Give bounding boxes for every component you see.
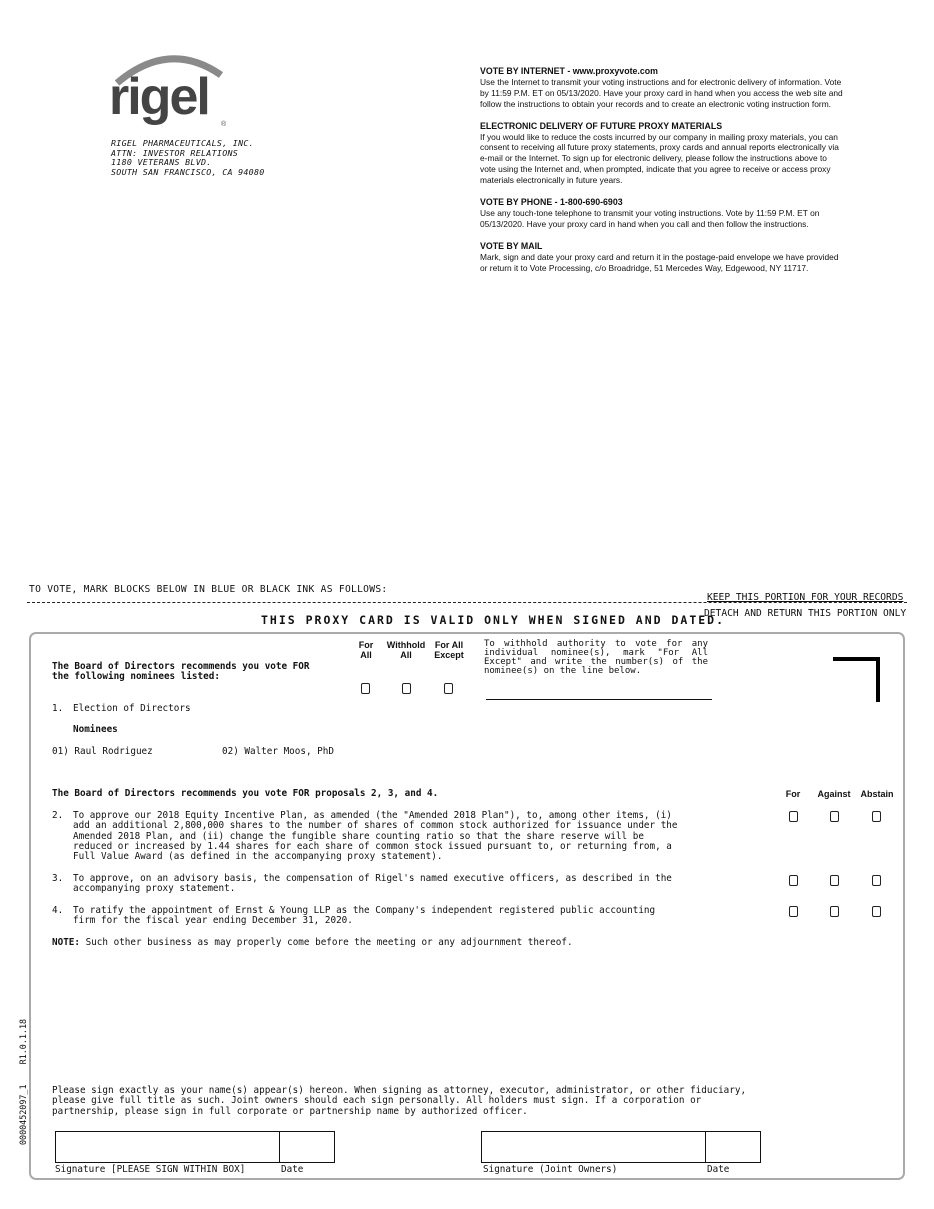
joint-signature-box[interactable] [481, 1131, 706, 1163]
header-against: Against [817, 789, 851, 799]
election-title: Election of Directors [73, 703, 191, 714]
proposal-2-for-checkbox[interactable] [789, 811, 798, 822]
header-abstain: Abstain [860, 789, 894, 799]
proposal-2-text: To approve our 2018 Equity Incentive Plan, as amended (the "Amended 2018 Plan"), to, among other items, (i) add an additional 2,800,000 shares to the number of shares of common stock authorized for issuance under the Amended 2018 Plan, and (ii) change the fungible share counting ratio so that the share reserve will be reduced or increased by 1.44 shares for each share of common stock issued pursuant to, or returning from, a Full Value Award (as defined in the accompanying proxy statement). [73, 810, 678, 863]
proposal-2-abstain-checkbox[interactable] [872, 811, 881, 822]
joint-signature-label: Signature (Joint Owners) [483, 1164, 618, 1175]
mark-instructions: TO VOTE, MARK BLOCKS BELOW IN BLUE OR BLACK INK AS FOLLOWS: [29, 584, 388, 595]
header-for: For [785, 789, 801, 799]
board-recommendation-1: The Board of Directors recommends you vote FOR the following nominees listed: [52, 661, 310, 683]
keep-portion-label: KEEP THIS PORTION FOR YOUR RECORDS [707, 592, 904, 603]
vote-mail-section: VOTE BY MAIL Mark, sign and date your proxy card and return it in the postage-paid envelope we have provided or return it to Vote Processing, c/o Broadridge, 51 Mercedes Way, Edgewood, NY 11717. [480, 240, 839, 273]
header-withhold-all: Withhold All [386, 640, 426, 660]
side-code: 0000452097_1 R1.0.1.18 [18, 1018, 28, 1145]
note-label: NOTE: [52, 937, 80, 948]
proposal-4-number: 4. [52, 905, 64, 916]
withhold-instruction: To withhold authority to vote for any individual nominee(s), mark "For All Except" and write the number(s) of the nominee(s) on the line below. [484, 639, 708, 676]
signature-instructions: Please sign exactly as your name(s) appear(s) hereon. When signing as attorney, executor, administrator, or other fiduciary, please give full title as such. Joint owners should each sign personally. All holders must sign. If a corporation or partnership, please sign in full corporate or partnership name by authorized officer. [52, 1085, 747, 1117]
company-logo: rigel ® [109, 45, 229, 137]
header-for-all: For All [358, 640, 374, 660]
election-number: 1. [52, 703, 64, 714]
company-address: RIGEL PHARMACEUTICALS, INC. ATTN: INVESTOR RELATIONS 1180 VETERANS BLVD. SOUTH SAN FRANCISCO, CA 94080 [111, 138, 265, 177]
signature-label: Signature [PLEASE SIGN WITHIN BOX] [55, 1164, 246, 1175]
joint-date-label: Date [707, 1164, 730, 1175]
electronic-delivery-section: ELECTRONIC DELIVERY OF FUTURE PROXY MATERIALS If you would like to reduce the costs incurred by our company in mailing proxy materials, you can consent to receiving all future proxy statements, proxy cards and annual reports electronically via e-mail or the Internet. To sign up for electronic delivery, please follow the instructions above to vote using the Internet and, when prompted, indicate that you agree to receive or access proxy materials electronically in future years. [480, 120, 839, 186]
date-label: Date [281, 1164, 304, 1175]
logo-wordmark: rigel [109, 68, 209, 126]
header-for-all-except: For All Except [434, 640, 464, 660]
checkbox-for-all-except[interactable] [444, 683, 453, 694]
vote-phone-section: VOTE BY PHONE - 1-800-690-6903 Use any touch-tone telephone to transmit your voting instructions. Vote by 11:59 P.M. ET on 05/13/2020. Have your proxy card in hand when you call and then follow the instructions. [480, 197, 820, 229]
proposal-3-against-checkbox[interactable] [830, 875, 839, 886]
proposal-4-abstain-checkbox[interactable] [872, 906, 881, 917]
joint-date-box[interactable] [705, 1131, 761, 1163]
detach-portion-label: DETACH AND RETURN THIS PORTION ONLY [704, 608, 907, 619]
vote-internet-section: VOTE BY INTERNET - www.proxyvote.com Use the Internet to transmit your voting instructions and for electronic delivery of information. Vote by 11:59 P.M. ET on 05/13/2020. Have your proxy card in hand when you access the web site and follow the instructions to obtain your records and to create an electronic voting instruction form. [480, 66, 843, 109]
registration-corner-mark [833, 657, 880, 702]
checkbox-for-all[interactable] [361, 683, 370, 694]
note-text: Such other business as may properly come before the meeting or any adjournment thereof. [85, 937, 573, 948]
signature-box[interactable] [55, 1131, 280, 1163]
proposal-2-against-checkbox[interactable] [830, 811, 839, 822]
note [52, 938, 573, 948]
proposal-3-abstain-checkbox[interactable] [872, 875, 881, 886]
proposal-4-text: To ratify the appointment of Ernst & Young LLP as the Company's independent registered public accounting firm for the fiscal year ending December 31, 2020. [73, 905, 656, 927]
proposal-3-number: 3. [52, 873, 64, 884]
nominee-2: 02) Walter Moos, PhD [222, 746, 334, 757]
board-recommendation-2: The Board of Directors recommends you vote FOR proposals 2, 3, and 4. [52, 788, 439, 799]
proposal-4-against-checkbox[interactable] [830, 906, 839, 917]
nominee-exception-line[interactable] [486, 699, 712, 700]
date-box[interactable] [279, 1131, 335, 1163]
voting-instructions [480, 66, 845, 285]
valid-notice: THIS PROXY CARD IS VALID ONLY WHEN SIGNED AND DATED. [261, 613, 726, 627]
proposal-3-for-checkbox[interactable] [789, 875, 798, 886]
nominees-label: Nominees [73, 724, 118, 735]
proposal-4-for-checkbox[interactable] [789, 906, 798, 917]
proposal-2-number: 2. [52, 810, 64, 821]
nominee-1: 01) Raul Rodriguez [52, 746, 153, 757]
proposal-3-text: To approve, on an advisory basis, the compensation of Rigel's named executive officers, as described in the accompanying proxy statement. [73, 873, 672, 895]
checkbox-withhold-all[interactable] [402, 683, 411, 694]
